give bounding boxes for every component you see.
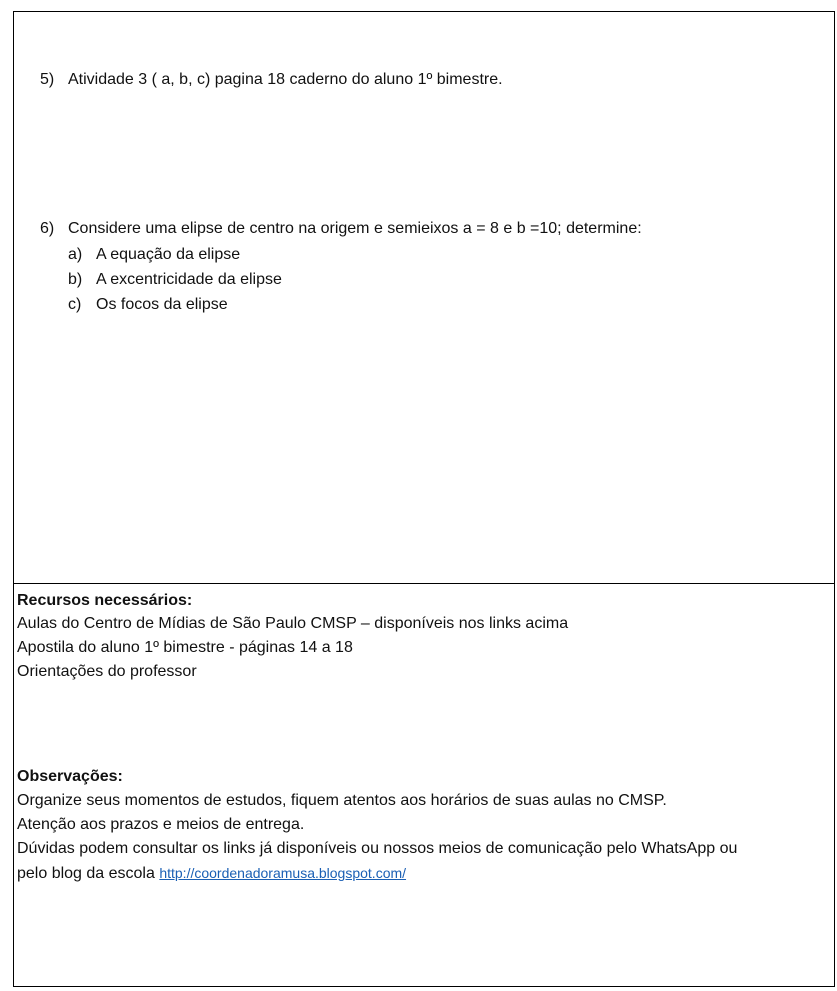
resource-line: Orientações do professor [17,663,197,680]
item-letter: a) [68,246,83,263]
item-text: A equação da elipse [96,246,241,263]
question-number: 6) [40,220,55,237]
item-text: A excentricidade da elipse [96,271,282,288]
section-title: Observações: [17,768,123,785]
observation-line-last [17,863,406,884]
observation-line-prefix: pelo blog da escola [17,865,160,882]
observation-line: Dúvidas podem consultar os links já disponíveis ou nossos meios de comunicação pelo WhatsApp ou [17,840,738,857]
item-text: Os focos da elipse [96,296,228,313]
section-title: Recursos necessários: [17,592,193,609]
observation-line: Organize seus momentos de estudos, fiquem atentos aos horários de suas aulas no CMSP. [17,792,667,809]
resource-line: Aulas do Centro de Mídias de São Paulo CMSP – disponíveis nos links acima [17,615,569,632]
question-text: Considere uma elipse de centro na origem e semieixos a = 8 e b =10; determine: [68,220,642,237]
item-letter: c) [68,296,82,313]
resource-line: Apostila do aluno 1º bimestre - páginas 14 a 18 [17,639,353,656]
question-text: Atividade 3 ( a, b, c) pagina 18 caderno do aluno 1º bimestre. [68,71,503,88]
observation-line: Atenção aos prazos e meios de entrega. [17,816,305,833]
blog-link[interactable]: http://coordenadoramusa.blogspot.com/ [159,865,407,881]
question-number: 5) [40,71,55,88]
section-divider [13,583,835,584]
item-letter: b) [68,271,83,288]
